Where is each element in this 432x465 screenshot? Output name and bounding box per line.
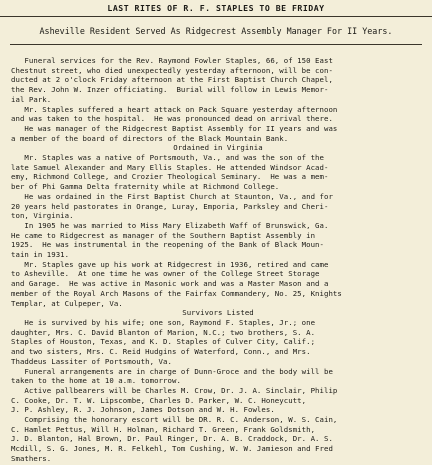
article-body [11,56,425,464]
article-line: and Garage. He was active in Masonic work and was a Master Mason and a [11,279,329,289]
article-line: late Samuel Alexander and Mary Ellis Staples. He attended Windsor Acad- [11,162,329,172]
article-line: He came to Ridgecrest as manager of the Southern Baptist Assembly in [11,230,316,240]
article-line: 20 years held pastorates in Orange, Luray, Emporia, Parksley and Cheri- [11,201,329,211]
article-line: a member of the board of directors of the Black Mountain Bank. [11,133,289,143]
article-line: He is survived by his wife; one son, Raymond F. Staples, Jr.; one [11,317,316,327]
headline-divider [0,16,432,17]
article-line: the Rev. John W. Inzer officiating. Burial will follow in Lewis Memor- [11,85,329,95]
article-line: Funeral services for the Rev. Raymond Fowler Staples, 66, of 150 East [11,56,333,65]
article-line: taken to the home at 10 a.m. tomorrow. [11,376,181,386]
article-line: C. Hamlet Pettus, Will H. Holman, Richard T. Green, Frank Goldsmith, [11,424,316,434]
article-line: ber of Phi Gamma Delta fraternity while at Richmond College. [11,182,280,192]
article-line: daughter, Mrs. C. David Blanton of Marion, N.C.; two brothers, S. A. [11,327,316,337]
article-line: C. Cooke, Dr. T. W. Lipscombe, Charles D. Parker, W. C. Honeycutt, [11,395,307,405]
article-line: Chestnut street, who died unexpectedly yesterday afternoon, will be con- [11,65,333,75]
article-line: to Asheville. At one time he was owner of the College Street Storage [11,269,320,279]
article-line: Funeral arrangements are in charge of Dunn-Groce and the body will be [11,366,333,376]
article-line: ducted at 2 o'clock Friday afternoon at the First Baptist Church Chapel, [11,75,333,85]
subheadline: Asheville Resident Served As Ridgecrest Assembly Manager For II Years. [39,26,393,36]
article-line: He was ordained in the First Baptist Church at Staunton, Va., and for [11,191,333,201]
article-line: Mr. Staples gave up his work at Ridgecrest in 1936, retired and came [11,259,329,269]
section-heading: Ordained in Virginia [173,143,263,153]
section-heading: Survivors Listed [182,308,254,318]
article-line: Thaddeus Lassiter of Portsmouth, Va. [11,356,172,366]
article-line: emy, Richmond College, and Crozier Theological Seminary. He was a mem- [11,172,329,182]
article-line: Mcdill, S. G. Jones, M. R. Felkehl, Tom Cushing, W. W. Jamieson and Fred [11,444,333,454]
article-line: Templar, at Culpeper, Va. [11,298,123,308]
article-line: Active pallbearers will be Charles M. Crow, Dr. J. A. Sinclair, Philip [11,385,338,395]
article-line: ton, Virginia. [11,211,74,221]
article-line: J. P. Ashley, R. J. Johnson, James Dotson and W. H. Fowles. [11,405,275,415]
article-line: Staples of Houston, Texas, and K. D. Staples of Culver City, Calif.; [11,337,316,347]
article-line: and two sisters, Mrs. C. Reid Hudgins of Waterford, Conn., and Mrs. [11,347,311,357]
article-line: member of the Royal Arch Masons of the Fairfax Commandery, No. 25, Knights [11,288,342,298]
subheadline-divider [10,44,422,45]
article-line: In 1905 he was married to Miss Mary Elizabeth Waff of Brunswick, Ga. [11,220,329,230]
article-line: Mr. Staples was a native of Portsmouth, Va., and was the son of the [11,153,324,163]
article-line: ial Park. [11,94,52,104]
article-line: Mr. Staples suffered a heart attack on Pack Square yesterday afternoon [11,104,338,114]
article-line: and was taken to the hospital. He was pronounced dead on arrival there. [11,114,333,124]
headline: LAST RITES OF R. F. STAPLES TO BE FRIDAY [107,3,325,13]
article-line: tain in 1931. [11,250,70,260]
article-line: Comprising the honorary escort will be DR. R. C. Anderson, W. S. Cain, [11,415,338,425]
article-line: He was manager of the Ridgecrest Baptist Assembly for II years and was [11,123,338,133]
article-line: 1925. He was instrumental in the reopening of the Bank of Black Moun- [11,240,324,250]
article-line: J. D. Blanton, Hal Brown, Dr. Paul Ringer, Dr. A. B. Craddock, Dr. A. S. [11,434,333,444]
article-line: Smathers. [11,453,52,463]
